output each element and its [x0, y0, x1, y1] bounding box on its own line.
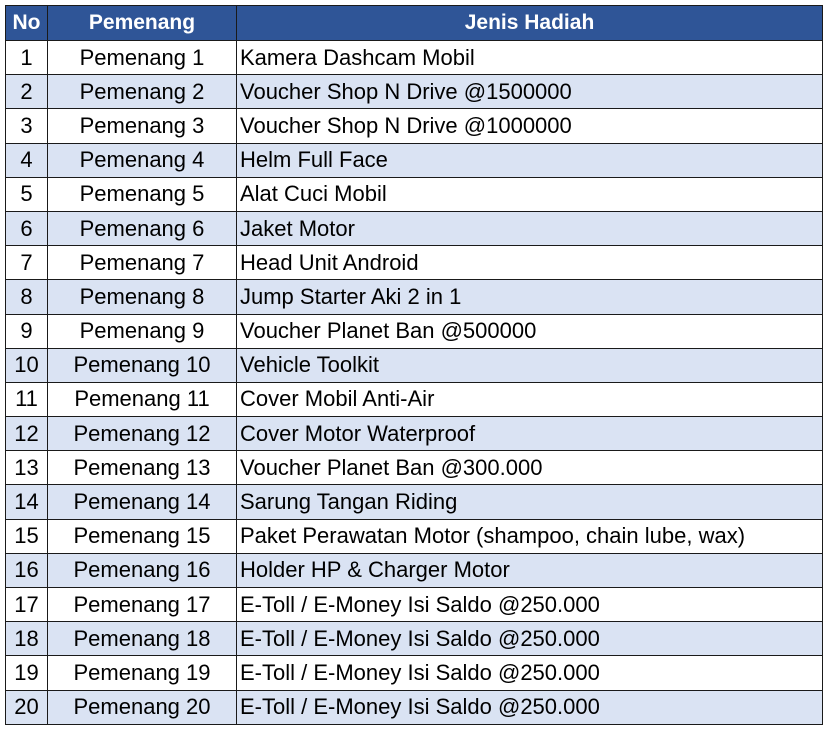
prize-cell: Helm Full Face — [237, 143, 823, 177]
table-row — [6, 690, 823, 724]
table-row — [6, 553, 823, 587]
row-number-cell: 5 — [6, 177, 48, 211]
prize-table — [5, 5, 823, 725]
table-row — [6, 519, 823, 553]
prize-cell: Voucher Planet Ban @300.000 — [237, 451, 823, 485]
winner-cell: Pemenang 12 — [48, 417, 237, 451]
winner-cell: Pemenang 11 — [48, 382, 237, 416]
row-number-cell: 8 — [6, 280, 48, 314]
winner-cell: Pemenang 16 — [48, 553, 237, 587]
header-winner: Pemenang — [48, 6, 237, 41]
winner-cell: Pemenang 9 — [48, 314, 237, 348]
prize-cell: Vehicle Toolkit — [237, 348, 823, 382]
row-number-cell: 19 — [6, 656, 48, 690]
table-row — [6, 280, 823, 314]
table-row — [6, 177, 823, 211]
table-row — [6, 75, 823, 109]
row-number-cell: 12 — [6, 417, 48, 451]
table-row — [6, 143, 823, 177]
prize-cell: E-Toll / E-Money Isi Saldo @250.000 — [237, 622, 823, 656]
prize-cell: Voucher Shop N Drive @1500000 — [237, 75, 823, 109]
table-row — [6, 588, 823, 622]
table-row — [6, 211, 823, 245]
table-row — [6, 485, 823, 519]
table-header — [6, 6, 823, 41]
prize-cell: Voucher Planet Ban @500000 — [237, 314, 823, 348]
row-number-cell: 11 — [6, 382, 48, 416]
row-number-cell: 13 — [6, 451, 48, 485]
header-prize: Jenis Hadiah — [237, 6, 823, 41]
prize-cell: Jaket Motor — [237, 211, 823, 245]
winner-cell: Pemenang 1 — [48, 41, 237, 75]
winner-cell: Pemenang 20 — [48, 690, 237, 724]
winner-cell: Pemenang 4 — [48, 143, 237, 177]
row-number-cell: 6 — [6, 211, 48, 245]
winner-cell: Pemenang 6 — [48, 211, 237, 245]
row-number-cell: 14 — [6, 485, 48, 519]
row-number-cell: 7 — [6, 246, 48, 280]
table-row — [6, 382, 823, 416]
winner-cell: Pemenang 7 — [48, 246, 237, 280]
row-number-cell: 18 — [6, 622, 48, 656]
prize-cell: Alat Cuci Mobil — [237, 177, 823, 211]
row-number-cell: 9 — [6, 314, 48, 348]
prize-cell: E-Toll / E-Money Isi Saldo @250.000 — [237, 588, 823, 622]
table-row — [6, 622, 823, 656]
winner-cell: Pemenang 10 — [48, 348, 237, 382]
prize-cell: Sarung Tangan Riding — [237, 485, 823, 519]
prize-cell: E-Toll / E-Money Isi Saldo @250.000 — [237, 656, 823, 690]
header-no: No — [6, 6, 48, 41]
header-row — [6, 6, 823, 41]
prize-cell: Head Unit Android — [237, 246, 823, 280]
prize-cell: Jump Starter Aki 2 in 1 — [237, 280, 823, 314]
row-number-cell: 17 — [6, 588, 48, 622]
winner-cell: Pemenang 3 — [48, 109, 237, 143]
row-number-cell: 1 — [6, 41, 48, 75]
table-row — [6, 314, 823, 348]
prize-cell: Holder HP & Charger Motor — [237, 553, 823, 587]
winner-cell: Pemenang 18 — [48, 622, 237, 656]
winner-cell: Pemenang 14 — [48, 485, 237, 519]
winner-cell: Pemenang 17 — [48, 588, 237, 622]
prize-cell: Voucher Shop N Drive @1000000 — [237, 109, 823, 143]
winner-cell: Pemenang 19 — [48, 656, 237, 690]
table-row — [6, 417, 823, 451]
winner-cell: Pemenang 5 — [48, 177, 237, 211]
prize-table-container — [5, 5, 822, 725]
prize-cell: Cover Mobil Anti-Air — [237, 382, 823, 416]
table-row — [6, 246, 823, 280]
prize-cell: Kamera Dashcam Mobil — [237, 41, 823, 75]
prize-cell: Cover Motor Waterproof — [237, 417, 823, 451]
winner-cell: Pemenang 2 — [48, 75, 237, 109]
row-number-cell: 2 — [6, 75, 48, 109]
table-body — [6, 41, 823, 725]
table-row — [6, 451, 823, 485]
winner-cell: Pemenang 8 — [48, 280, 237, 314]
table-row — [6, 41, 823, 75]
winner-cell: Pemenang 13 — [48, 451, 237, 485]
prize-cell: E-Toll / E-Money Isi Saldo @250.000 — [237, 690, 823, 724]
row-number-cell: 10 — [6, 348, 48, 382]
winner-cell: Pemenang 15 — [48, 519, 237, 553]
table-row — [6, 348, 823, 382]
prize-cell: Paket Perawatan Motor (shampoo, chain lube, wax) — [237, 519, 823, 553]
row-number-cell: 4 — [6, 143, 48, 177]
table-row — [6, 109, 823, 143]
row-number-cell: 20 — [6, 690, 48, 724]
row-number-cell: 15 — [6, 519, 48, 553]
row-number-cell: 3 — [6, 109, 48, 143]
table-row — [6, 656, 823, 690]
row-number-cell: 16 — [6, 553, 48, 587]
